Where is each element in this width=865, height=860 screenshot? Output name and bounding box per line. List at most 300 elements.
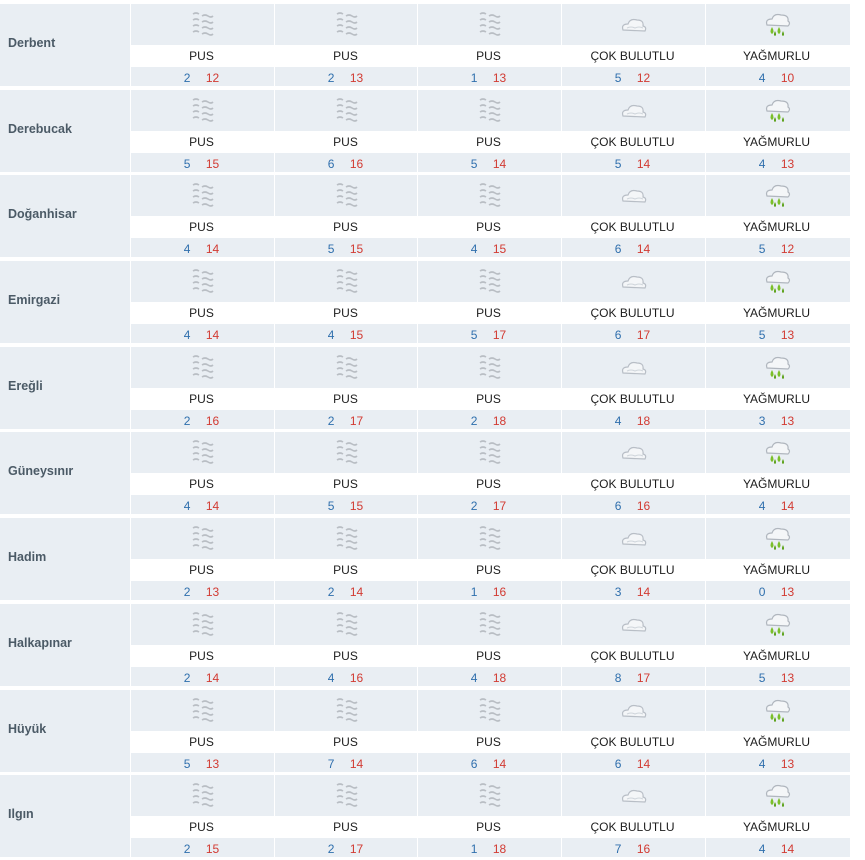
fog-icon (474, 96, 504, 126)
min-temp: 5 (614, 156, 622, 171)
day-cell (417, 347, 560, 429)
day-cell (274, 4, 417, 86)
max-temp: 14 (636, 156, 651, 171)
day-cell (705, 90, 848, 172)
min-temp: 5 (183, 756, 191, 771)
fog-icon (187, 781, 217, 811)
fog-icon (331, 10, 361, 40)
rain-icon (762, 353, 792, 383)
condition-label: PUS (189, 220, 214, 235)
min-temp: 0 (758, 585, 766, 600)
cloud-icon (618, 696, 648, 726)
min-temp: 2 (327, 585, 335, 600)
fog-icon (474, 353, 504, 383)
day-cell (561, 690, 704, 772)
temperature-range (705, 671, 848, 685)
fog-icon (187, 610, 217, 640)
condition-label: YAĞMURLU (742, 820, 811, 835)
temperature-range (130, 414, 273, 428)
fog-icon (187, 353, 217, 383)
max-temp: 14 (205, 670, 220, 685)
min-temp: 5 (758, 328, 766, 343)
day-cell (561, 175, 704, 257)
max-temp: 13 (492, 71, 507, 85)
condition-label: PUS (333, 49, 358, 63)
day-cell (561, 518, 704, 600)
min-temp: 4 (470, 670, 478, 685)
fog-icon (331, 438, 361, 468)
temperature-range (417, 328, 560, 342)
max-temp: 15 (349, 328, 364, 343)
min-temp: 5 (470, 156, 478, 171)
temperature-range (130, 499, 273, 513)
cloud-icon (618, 10, 648, 40)
condition-label: YAĞMURLU (742, 306, 811, 321)
max-temp: 14 (636, 756, 651, 771)
rain-icon (762, 610, 792, 640)
day-cell (417, 175, 560, 257)
cloud-icon (618, 610, 648, 640)
condition-label: YAĞMURLU (742, 49, 811, 63)
condition-label: PUS (189, 563, 214, 578)
max-temp: 16 (205, 413, 220, 428)
condition-label: PUS (476, 820, 501, 835)
min-temp: 6 (327, 156, 335, 171)
day-cell (274, 432, 417, 514)
min-temp: 4 (614, 413, 622, 428)
day-cell (130, 604, 273, 686)
min-temp: 2 (470, 413, 478, 428)
condition-label: PUS (476, 477, 501, 492)
max-temp: 14 (636, 585, 651, 600)
temperature-range (130, 157, 273, 171)
day-cell (417, 775, 560, 857)
condition-label: YAĞMURLU (742, 391, 811, 406)
temperature-range (417, 242, 560, 256)
day-cell (417, 518, 560, 600)
condition-label: PUS (333, 220, 358, 235)
day-cell (130, 90, 273, 172)
max-temp: 14 (780, 499, 795, 514)
day-cell (274, 261, 417, 343)
day-cell (705, 4, 848, 86)
temperature-range (561, 671, 704, 685)
day-cell (561, 90, 704, 172)
min-temp: 2 (470, 499, 478, 514)
temperature-range (274, 585, 417, 599)
min-temp: 6 (614, 499, 622, 514)
temperature-range (417, 499, 560, 513)
condition-label: ÇOK BULUTLU (590, 648, 675, 663)
temperature-range (561, 842, 704, 856)
day-cell (130, 175, 273, 257)
condition-label: YAĞMURLU (742, 648, 811, 663)
max-temp: 14 (780, 842, 795, 857)
min-temp: 2 (183, 585, 191, 600)
max-temp: 17 (492, 499, 507, 514)
day-cell (274, 604, 417, 686)
city-row (0, 600, 865, 686)
rain-icon (762, 267, 792, 297)
condition-label: ÇOK BULUTLU (590, 49, 675, 63)
temperature-range (561, 157, 704, 171)
temperature-range (417, 757, 560, 771)
city-name[interactable]: Halkapınar (8, 635, 72, 650)
min-temp: 4 (758, 756, 766, 771)
condition-label: ÇOK BULUTLU (590, 477, 675, 492)
day-cell (561, 347, 704, 429)
city-row (0, 771, 865, 857)
max-temp: 18 (492, 413, 507, 428)
temperature-range (130, 757, 273, 771)
cloud-icon (618, 96, 648, 126)
temperature-range (274, 842, 417, 856)
day-cell (417, 604, 560, 686)
condition-label: YAĞMURLU (742, 220, 811, 235)
temperature-range (705, 499, 848, 513)
max-temp: 17 (349, 413, 364, 428)
condition-label: ÇOK BULUTLU (590, 306, 675, 321)
max-temp: 15 (492, 242, 507, 257)
condition-label: PUS (189, 477, 214, 492)
max-temp: 17 (636, 328, 651, 343)
day-cell (417, 690, 560, 772)
condition-label: PUS (189, 820, 214, 835)
min-temp: 5 (758, 670, 766, 685)
min-temp: 1 (470, 842, 478, 857)
temperature-range (561, 757, 704, 771)
temperature-range (705, 414, 848, 428)
max-temp: 15 (205, 842, 220, 857)
max-temp: 17 (349, 842, 364, 857)
condition-label: PUS (189, 391, 214, 406)
fog-icon (474, 10, 504, 40)
max-temp: 15 (205, 156, 220, 171)
condition-label: PUS (476, 49, 501, 63)
min-temp: 4 (470, 242, 478, 257)
condition-label: ÇOK BULUTLU (590, 734, 675, 749)
city-name[interactable]: Emirgazi (8, 293, 61, 308)
max-temp: 13 (780, 328, 795, 343)
max-temp: 13 (780, 413, 795, 428)
min-temp: 4 (327, 328, 335, 343)
condition-label: PUS (333, 563, 358, 578)
day-cell (705, 518, 848, 600)
day-cell (130, 432, 273, 514)
temperature-range (417, 585, 560, 599)
city-name[interactable]: Ilgın (8, 807, 34, 822)
max-temp: 13 (780, 585, 795, 600)
min-temp: 2 (327, 842, 335, 857)
min-temp: 2 (183, 842, 191, 857)
condition-label: PUS (189, 49, 214, 63)
max-temp: 10 (780, 71, 795, 85)
city-name[interactable]: Güneysınır (8, 464, 74, 479)
day-cell (705, 347, 848, 429)
day-cell (130, 518, 273, 600)
rain-icon (762, 781, 792, 811)
condition-label: YAĞMURLU (742, 477, 811, 492)
day-cell (561, 432, 704, 514)
min-temp: 5 (614, 71, 622, 85)
day-cell (705, 261, 848, 343)
min-temp: 3 (614, 585, 622, 600)
fog-icon (331, 96, 361, 126)
min-temp: 5 (758, 242, 766, 257)
fog-icon (331, 696, 361, 726)
temperature-range (274, 671, 417, 685)
max-temp: 16 (636, 499, 651, 514)
fog-icon (187, 181, 217, 211)
min-temp: 4 (758, 499, 766, 514)
min-temp: 6 (614, 328, 622, 343)
temperature-range (274, 157, 417, 171)
condition-label: PUS (333, 391, 358, 406)
day-cell (274, 347, 417, 429)
condition-label: PUS (476, 220, 501, 235)
temperature-range (705, 328, 848, 342)
fog-icon (187, 524, 217, 554)
min-temp: 3 (758, 413, 766, 428)
min-temp: 4 (758, 156, 766, 171)
rain-icon (762, 696, 792, 726)
rain-icon (762, 181, 792, 211)
temperature-range (274, 499, 417, 513)
fog-icon (474, 524, 504, 554)
fog-icon (474, 781, 504, 811)
fog-icon (187, 438, 217, 468)
rain-icon (762, 438, 792, 468)
max-temp: 14 (205, 328, 220, 343)
day-cell (274, 90, 417, 172)
min-temp: 6 (614, 242, 622, 257)
day-cell (130, 4, 273, 86)
temperature-range (561, 328, 704, 342)
max-temp: 18 (636, 413, 651, 428)
fog-icon (187, 267, 217, 297)
max-temp: 18 (492, 670, 507, 685)
condition-label: ÇOK BULUTLU (590, 820, 675, 835)
day-cell (417, 90, 560, 172)
max-temp: 13 (780, 756, 795, 771)
day-cell (705, 175, 848, 257)
fog-icon (331, 610, 361, 640)
fog-icon (331, 267, 361, 297)
day-cell (417, 261, 560, 343)
temperature-range (130, 671, 273, 685)
max-temp: 18 (492, 842, 507, 857)
temperature-range (561, 242, 704, 256)
min-temp: 5 (327, 499, 335, 514)
temperature-range (705, 242, 848, 256)
min-temp: 5 (327, 242, 335, 257)
day-cell (274, 775, 417, 857)
condition-label: PUS (189, 648, 214, 663)
temperature-range (130, 71, 273, 85)
condition-label: YAĞMURLU (742, 563, 811, 578)
max-temp: 12 (780, 242, 795, 257)
max-temp: 14 (636, 242, 651, 257)
condition-label: ÇOK BULUTLU (590, 134, 675, 149)
rain-icon (762, 524, 792, 554)
condition-label: PUS (333, 734, 358, 749)
temperature-range (561, 71, 704, 85)
temperature-range (561, 585, 704, 599)
condition-label: YAĞMURLU (742, 734, 811, 749)
min-temp: 6 (614, 756, 622, 771)
day-cell (561, 604, 704, 686)
day-cell (561, 775, 704, 857)
fog-icon (474, 181, 504, 211)
temperature-range (274, 71, 417, 85)
fog-icon (331, 524, 361, 554)
temperature-range (705, 757, 848, 771)
cloud-icon (618, 181, 648, 211)
max-temp: 14 (349, 756, 364, 771)
condition-label: ÇOK BULUTLU (590, 563, 675, 578)
max-temp: 17 (492, 328, 507, 343)
day-cell (561, 261, 704, 343)
temperature-range (130, 328, 273, 342)
min-temp: 1 (470, 585, 478, 600)
day-cell (561, 4, 704, 86)
city-row (0, 428, 865, 514)
min-temp: 4 (183, 328, 191, 343)
max-temp: 15 (349, 499, 364, 514)
city-name[interactable]: Doğanhisar (8, 207, 77, 222)
rain-icon (762, 96, 792, 126)
min-temp: 5 (470, 328, 478, 343)
max-temp: 12 (636, 71, 651, 85)
condition-label: PUS (189, 306, 214, 321)
fog-icon (187, 96, 217, 126)
condition-label: PUS (189, 734, 214, 749)
city-row (0, 514, 865, 600)
day-cell (130, 261, 273, 343)
max-temp: 15 (349, 242, 364, 257)
city-name[interactable]: Hadim (8, 550, 47, 565)
city-name[interactable]: Ereğli (8, 378, 43, 393)
cloud-icon (618, 438, 648, 468)
city-row (0, 86, 865, 172)
max-temp: 13 (780, 156, 795, 171)
condition-label: ÇOK BULUTLU (590, 391, 675, 406)
fog-icon (331, 353, 361, 383)
max-temp: 16 (349, 670, 364, 685)
fog-icon (474, 438, 504, 468)
condition-label: PUS (476, 563, 501, 578)
min-temp: 4 (758, 71, 766, 85)
city-row (0, 343, 865, 429)
min-temp: 7 (614, 842, 622, 857)
city-row (0, 171, 865, 257)
min-temp: 8 (614, 670, 622, 685)
temperature-range (705, 71, 848, 85)
max-temp: 14 (205, 242, 220, 257)
temperature-range (705, 585, 848, 599)
cloud-icon (618, 267, 648, 297)
max-temp: 14 (205, 499, 220, 514)
city-name[interactable]: Derbent (8, 36, 56, 50)
fog-icon (474, 267, 504, 297)
day-cell (417, 4, 560, 86)
condition-label: PUS (476, 648, 501, 663)
max-temp: 16 (492, 585, 507, 600)
min-temp: 6 (470, 756, 478, 771)
min-temp: 1 (470, 71, 478, 85)
max-temp: 14 (492, 156, 507, 171)
temperature-range (417, 414, 560, 428)
temperature-range (561, 499, 704, 513)
condition-label: PUS (333, 134, 358, 149)
max-temp: 13 (349, 71, 364, 85)
city-name[interactable]: Hüyük (8, 721, 47, 736)
temperature-range (417, 157, 560, 171)
temperature-range (274, 757, 417, 771)
temperature-range (130, 842, 273, 856)
max-temp: 12 (205, 71, 220, 85)
condition-label: PUS (476, 306, 501, 321)
day-cell (274, 518, 417, 600)
condition-label: PUS (476, 734, 501, 749)
day-cell (705, 604, 848, 686)
min-temp: 4 (758, 842, 766, 857)
condition-label: PUS (476, 134, 501, 149)
max-temp: 17 (636, 670, 651, 685)
temperature-range (274, 328, 417, 342)
min-temp: 2 (183, 670, 191, 685)
min-temp: 4 (183, 242, 191, 257)
condition-label: PUS (189, 134, 214, 149)
min-temp: 2 (183, 413, 191, 428)
fog-icon (331, 181, 361, 211)
condition-label: ÇOK BULUTLU (590, 220, 675, 235)
city-row (0, 686, 865, 772)
min-temp: 5 (183, 156, 191, 171)
cloud-icon (618, 524, 648, 554)
temperature-range (705, 157, 848, 171)
max-temp: 14 (349, 585, 364, 600)
max-temp: 16 (349, 156, 364, 171)
temperature-range (130, 585, 273, 599)
day-cell (274, 175, 417, 257)
city-row (0, 257, 865, 343)
max-temp: 13 (205, 585, 220, 600)
day-cell (274, 690, 417, 772)
temperature-range (417, 842, 560, 856)
day-cell (705, 775, 848, 857)
max-temp: 14 (492, 756, 507, 771)
cloud-icon (618, 353, 648, 383)
fog-icon (474, 696, 504, 726)
day-cell (130, 690, 273, 772)
city-name[interactable]: Derebucak (8, 121, 72, 136)
temperature-range (130, 242, 273, 256)
temperature-range (705, 842, 848, 856)
temperature-range (417, 671, 560, 685)
max-temp: 13 (780, 670, 795, 685)
condition-label: PUS (333, 477, 358, 492)
min-temp: 2 (183, 71, 191, 85)
fog-icon (331, 781, 361, 811)
max-temp: 13 (205, 756, 220, 771)
min-temp: 4 (183, 499, 191, 514)
temperature-range (274, 414, 417, 428)
rain-icon (762, 10, 792, 40)
day-cell (417, 432, 560, 514)
condition-label: PUS (333, 306, 358, 321)
min-temp: 7 (327, 756, 335, 771)
